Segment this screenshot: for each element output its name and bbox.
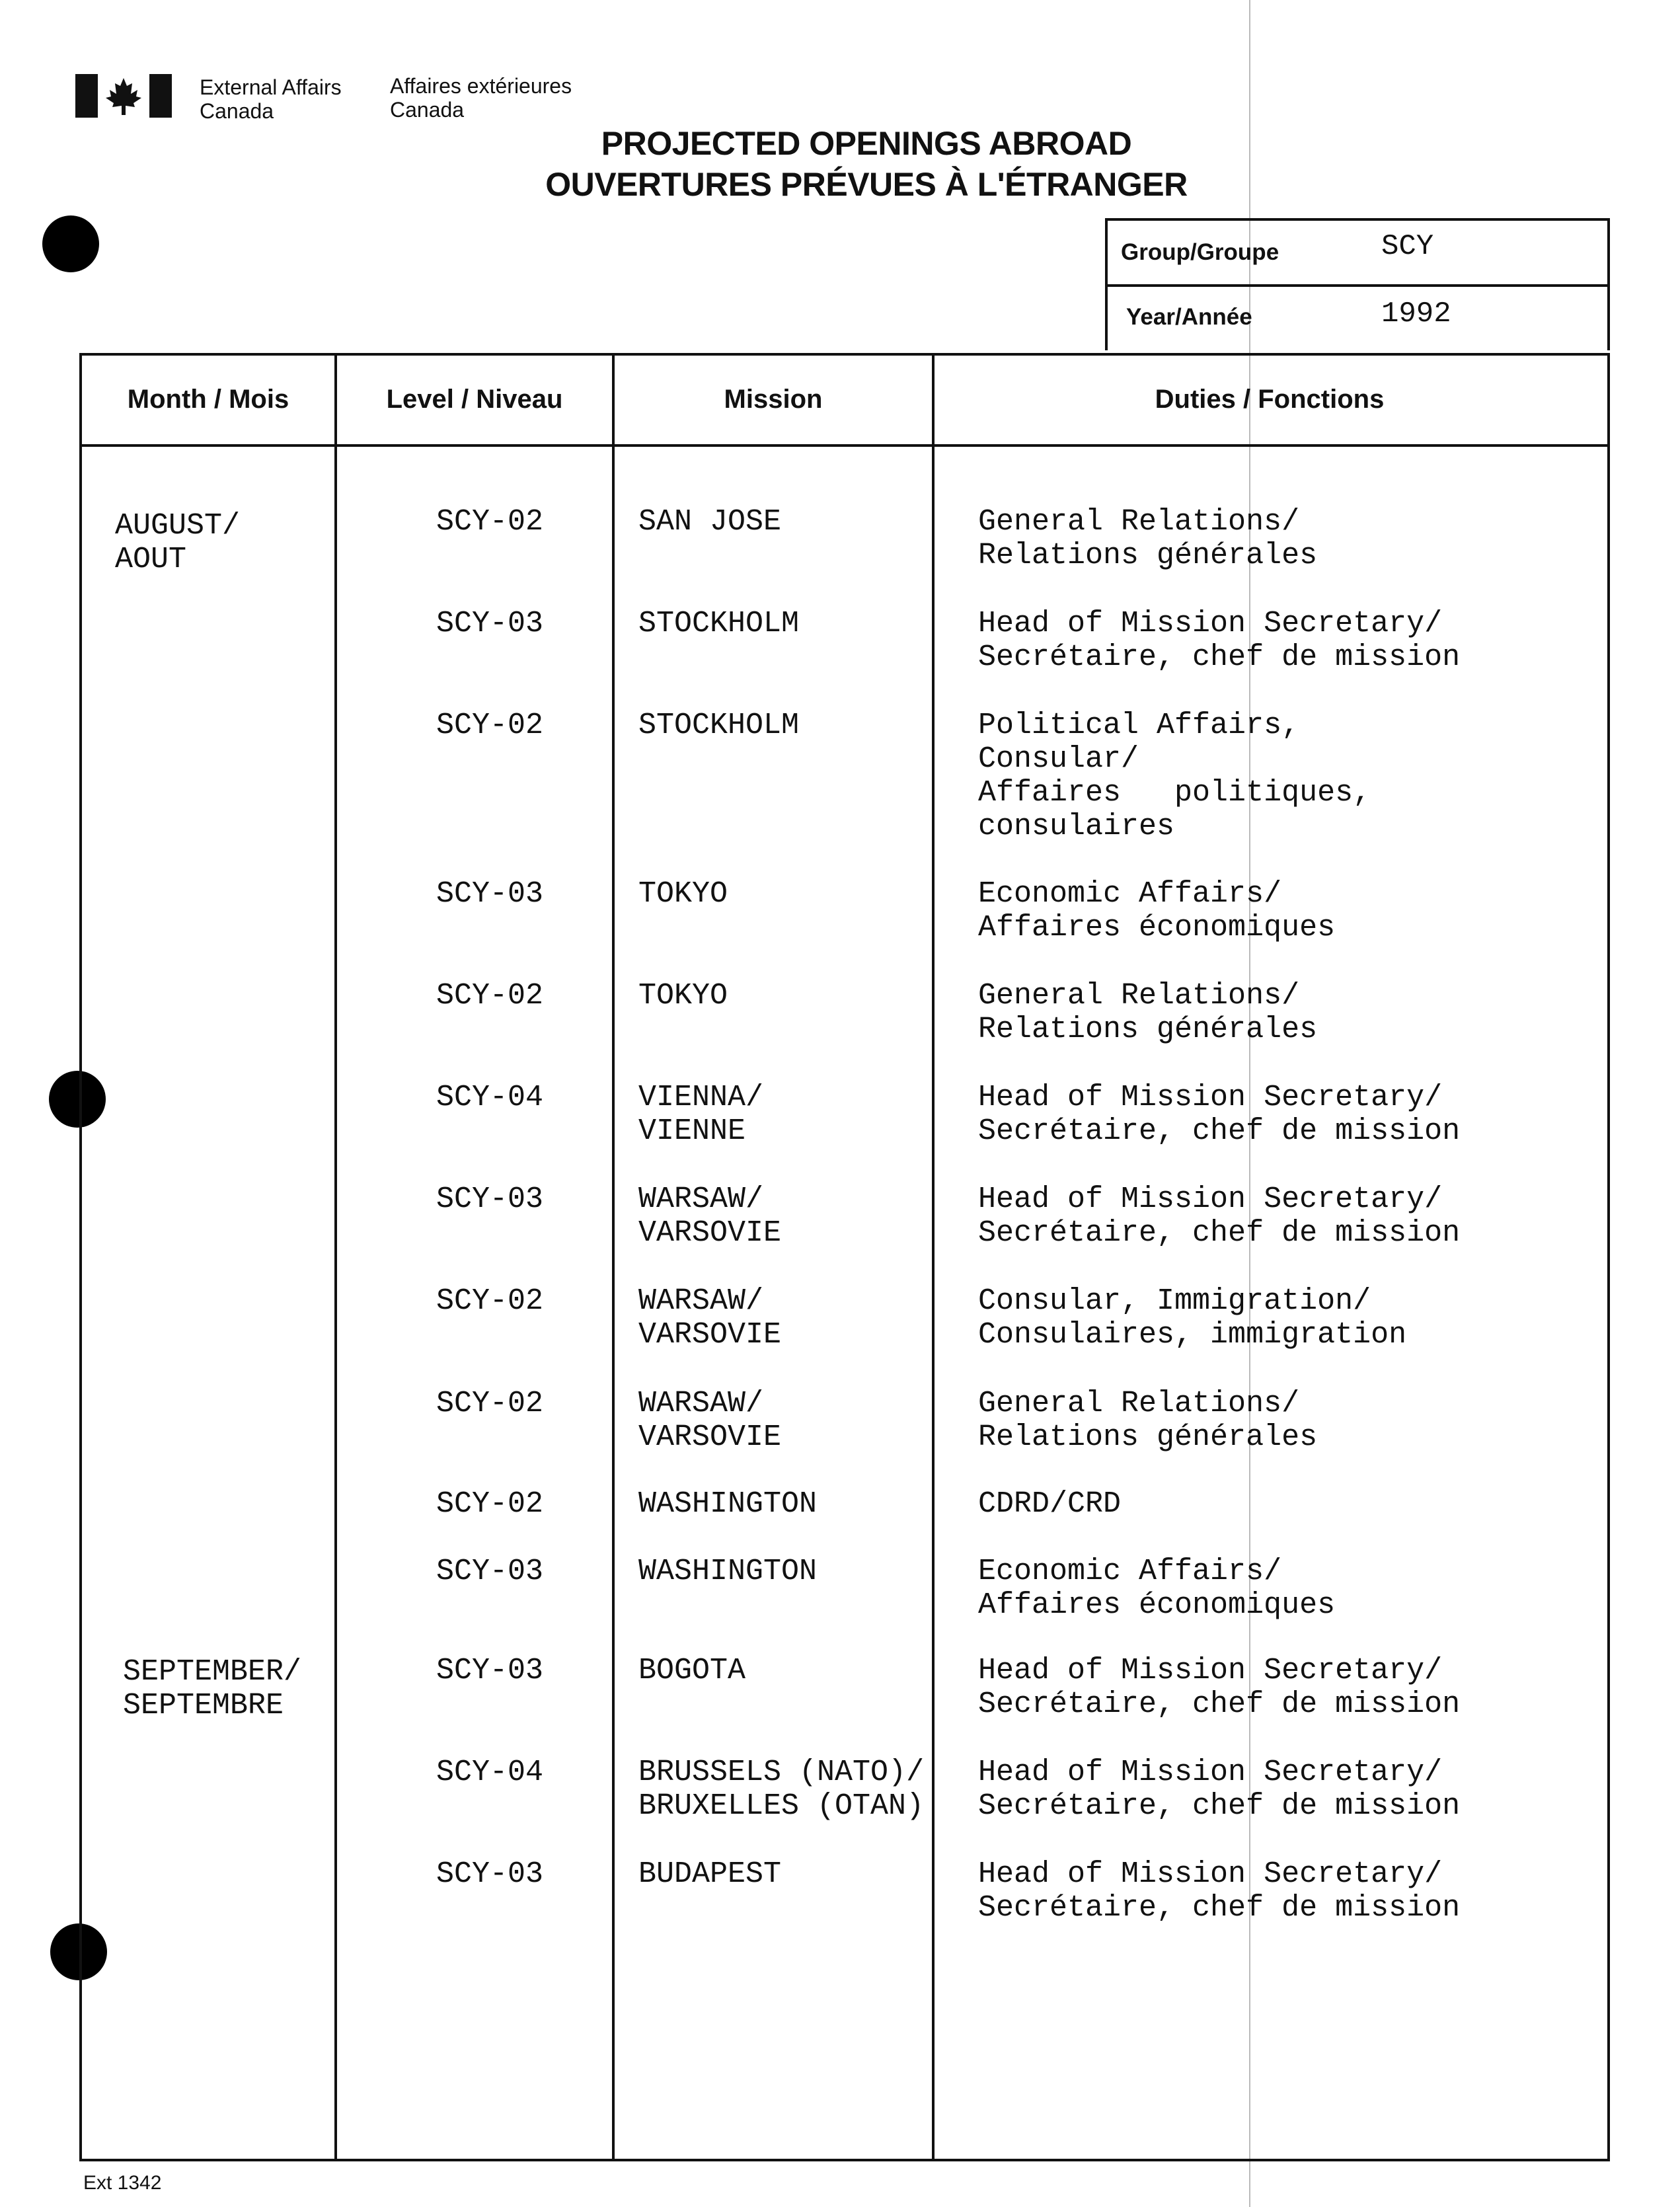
month-label-line2: SEPTEMBRE bbox=[123, 1689, 284, 1723]
column-header-month: Month / Mois bbox=[127, 385, 289, 414]
row-mission bbox=[638, 1857, 781, 1891]
row-mission bbox=[638, 1182, 781, 1250]
row-level: SCY-04 bbox=[436, 1756, 544, 1789]
row-mission-line: WASHINGTON bbox=[638, 1555, 818, 1588]
row-duties-line: Economic Affairs/ bbox=[978, 877, 1282, 911]
row-duties bbox=[978, 1182, 1460, 1250]
month-label bbox=[123, 1655, 301, 1723]
row-mission bbox=[638, 1756, 924, 1823]
year-value: 1992 bbox=[1381, 297, 1451, 330]
row-level: SCY-02 bbox=[436, 1284, 544, 1318]
row-duties bbox=[978, 1487, 1121, 1521]
row-mission-line: BUDAPEST bbox=[638, 1857, 782, 1891]
punch-hole-top bbox=[42, 215, 99, 272]
row-duties-line: Political Affairs, bbox=[978, 709, 1300, 742]
row-duties-line: Head of Mission Secretary/ bbox=[978, 1654, 1443, 1687]
title-fr: OUVERTURES PRÉVUES À L'ÉTRANGER bbox=[545, 166, 1188, 203]
row-mission bbox=[638, 709, 799, 742]
row-duties bbox=[978, 1857, 1460, 1925]
year-label: Year/Année bbox=[1126, 304, 1252, 330]
row-mission-line: WARSAW/ bbox=[638, 1284, 764, 1318]
row-duties bbox=[978, 1555, 1335, 1622]
row-duties-line: Consulaires, immigration bbox=[978, 1318, 1407, 1352]
row-duties-line: Consular/ bbox=[978, 742, 1139, 776]
row-duties-line: Secrétaire, chef de mission bbox=[978, 1114, 1461, 1148]
row-mission bbox=[638, 1487, 817, 1521]
group-label: Group/Groupe bbox=[1121, 239, 1279, 265]
row-mission bbox=[638, 607, 799, 640]
row-duties-line: Head of Mission Secretary/ bbox=[978, 1182, 1443, 1216]
row-duties-line: Affaires politiques, bbox=[978, 776, 1371, 810]
row-duties bbox=[978, 709, 1371, 843]
row-mission bbox=[638, 1555, 817, 1588]
row-duties-line: Secrétaire, chef de mission bbox=[978, 1216, 1461, 1250]
row-duties-line: Secrétaire, chef de mission bbox=[978, 1789, 1461, 1823]
row-duties-line: General Relations/ bbox=[978, 505, 1300, 539]
canada-flag-logo bbox=[75, 74, 172, 118]
row-duties-line: consulaires bbox=[978, 810, 1175, 843]
row-level: SCY-03 bbox=[436, 877, 544, 911]
row-mission-line: WASHINGTON bbox=[638, 1487, 818, 1521]
row-mission bbox=[638, 979, 728, 1013]
column-divider-1 bbox=[334, 353, 337, 2159]
row-mission bbox=[638, 1284, 781, 1352]
department-en-line1: External Affairs bbox=[200, 75, 342, 99]
month-label bbox=[115, 509, 240, 576]
row-mission-line: VARSOVIE bbox=[638, 1420, 782, 1454]
column-divider-2 bbox=[612, 353, 615, 2159]
row-duties bbox=[978, 979, 1317, 1046]
row-duties-line: Secrétaire, chef de mission bbox=[978, 1891, 1461, 1925]
row-mission-line: VARSOVIE bbox=[638, 1318, 782, 1352]
row-level: SCY-02 bbox=[436, 1387, 544, 1420]
row-level: SCY-02 bbox=[436, 505, 544, 539]
row-level: SCY-02 bbox=[436, 709, 544, 742]
row-duties-line: General Relations/ bbox=[978, 979, 1300, 1013]
row-duties bbox=[978, 1387, 1317, 1454]
row-duties-line: Economic Affairs/ bbox=[978, 1555, 1282, 1588]
row-mission-line: TOKYO bbox=[638, 979, 728, 1013]
group-year-divider bbox=[1108, 284, 1607, 287]
month-label-line2: AOUT bbox=[115, 543, 187, 576]
row-duties bbox=[978, 505, 1317, 572]
header-divider bbox=[79, 444, 1607, 447]
row-mission-line: BRUSSELS (NATO)/ bbox=[638, 1756, 925, 1789]
row-level: SCY-02 bbox=[436, 979, 544, 1013]
row-duties bbox=[978, 1081, 1460, 1148]
row-mission bbox=[638, 877, 728, 911]
row-mission-line: STOCKHOLM bbox=[638, 709, 800, 742]
row-mission bbox=[638, 1654, 745, 1687]
group-year-box bbox=[1105, 218, 1610, 350]
row-duties bbox=[978, 1756, 1460, 1823]
column-header-duties: Duties / Fonctions bbox=[1155, 385, 1385, 414]
row-duties-line: Secrétaire, chef de mission bbox=[978, 1687, 1461, 1721]
row-level: SCY-02 bbox=[436, 1487, 544, 1521]
row-duties-line: Relations générales bbox=[978, 539, 1318, 572]
row-mission-line: SAN JOSE bbox=[638, 505, 782, 539]
row-duties bbox=[978, 877, 1335, 945]
row-duties bbox=[978, 1284, 1406, 1352]
row-duties bbox=[978, 607, 1460, 674]
row-duties-line: CDRD/CRD bbox=[978, 1487, 1122, 1521]
row-duties-line: Affaires économiques bbox=[978, 911, 1336, 945]
row-mission bbox=[638, 505, 781, 539]
row-mission-line: BOGOTA bbox=[638, 1654, 746, 1687]
row-mission-line: WARSAW/ bbox=[638, 1182, 764, 1216]
row-duties-line: Relations générales bbox=[978, 1013, 1318, 1046]
row-duties-line: Head of Mission Secretary/ bbox=[978, 1081, 1443, 1114]
row-mission bbox=[638, 1387, 781, 1454]
row-duties-line: Head of Mission Secretary/ bbox=[978, 1857, 1443, 1891]
row-duties-line: Secrétaire, chef de mission bbox=[978, 640, 1461, 674]
row-mission-line: BRUXELLES (OTAN) bbox=[638, 1789, 925, 1823]
row-level: SCY-03 bbox=[436, 1857, 544, 1891]
column-header-level: Level / Niveau bbox=[386, 385, 563, 414]
row-mission-line: TOKYO bbox=[638, 877, 728, 911]
row-mission-line: VIENNE bbox=[638, 1114, 746, 1148]
row-duties-line: Relations générales bbox=[978, 1420, 1318, 1454]
month-label-line1: SEPTEMBER/ bbox=[123, 1655, 302, 1689]
row-level: SCY-03 bbox=[436, 607, 544, 640]
department-fr-line1: Affaires extérieures bbox=[390, 74, 572, 98]
row-mission-line: VARSOVIE bbox=[638, 1216, 782, 1250]
row-mission bbox=[638, 1081, 763, 1148]
row-mission-line: STOCKHOLM bbox=[638, 607, 800, 640]
column-header-mission: Mission bbox=[724, 385, 823, 414]
row-duties-line: Consular, Immigration/ bbox=[978, 1284, 1371, 1318]
row-duties-line: General Relations/ bbox=[978, 1387, 1300, 1420]
row-level: SCY-04 bbox=[436, 1081, 544, 1114]
form-number: Ext 1342 bbox=[83, 2172, 162, 2194]
title-en: PROJECTED OPENINGS ABROAD bbox=[601, 125, 1132, 162]
group-value: SCY bbox=[1381, 230, 1434, 263]
column-divider-3 bbox=[932, 353, 935, 2159]
row-duties-line: Head of Mission Secretary/ bbox=[978, 1756, 1443, 1789]
department-en-line2: Canada bbox=[200, 99, 274, 123]
row-duties bbox=[978, 1654, 1460, 1721]
row-level: SCY-03 bbox=[436, 1654, 544, 1687]
row-duties-line: Head of Mission Secretary/ bbox=[978, 607, 1443, 640]
department-fr-line2: Canada bbox=[390, 98, 465, 122]
row-level: SCY-03 bbox=[436, 1555, 544, 1588]
month-label-line1: AUGUST/ bbox=[115, 509, 241, 543]
row-mission-line: VIENNA/ bbox=[638, 1081, 764, 1114]
row-level: SCY-03 bbox=[436, 1182, 544, 1216]
row-mission-line: WARSAW/ bbox=[638, 1387, 764, 1420]
row-duties-line: Affaires économiques bbox=[978, 1588, 1336, 1622]
